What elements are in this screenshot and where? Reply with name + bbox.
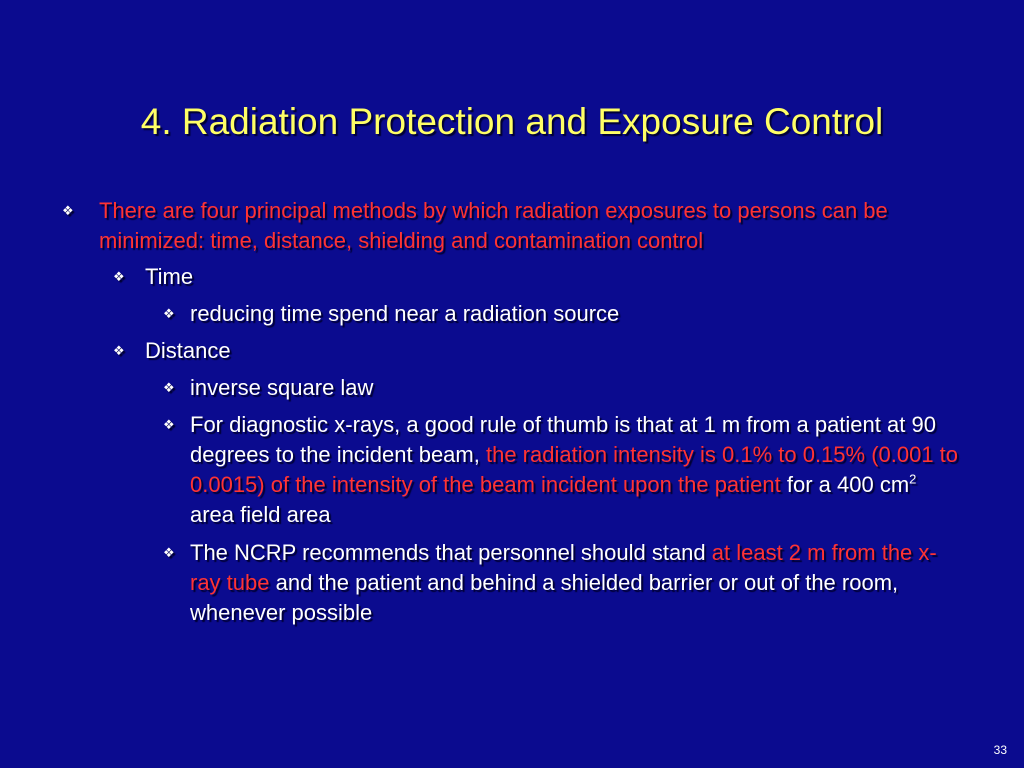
bullet-diamond-icon: ❖ xyxy=(163,380,175,395)
distance-heading: Distance xyxy=(145,338,231,363)
rule-of-thumb-bullet xyxy=(163,410,960,530)
bullet-diamond-icon: ❖ xyxy=(113,343,125,358)
rule-of-thumb-text xyxy=(190,410,960,530)
bullet-diamond-icon: ❖ xyxy=(113,269,125,284)
rule-superscript: 2 xyxy=(909,471,917,487)
time-bullet xyxy=(113,262,945,292)
ncrp-highlight: at least 2 m from the x-ray tube xyxy=(190,540,937,595)
bullet-diamond-icon: ❖ xyxy=(163,306,175,321)
rule-text-part2: for a 400 cm xyxy=(780,472,910,497)
time-item-bullet xyxy=(163,299,960,329)
ncrp-text-part2: and the patient and behind a shielded barrier or out of the room, whenever possible xyxy=(190,570,899,625)
inverse-square-bullet xyxy=(163,373,960,403)
time-item-text: reducing time spend near a radiation source xyxy=(190,301,620,326)
time-heading: Time xyxy=(145,264,194,289)
intro-bullet xyxy=(62,196,949,256)
intro-text: There are four principal methods by which radiation exposures to persons can be minimized: time, distance, shielding and contamination control xyxy=(99,198,888,253)
rule-text-part1: For diagnostic x-rays, a good rule of thumb is that at 1 m from a patient at 90 degrees to the incident beam, xyxy=(190,412,936,467)
slide-title: 4. Radiation Protection and Exposure Control xyxy=(140,101,884,142)
inverse-square-text: inverse square law xyxy=(190,375,374,400)
distance-bullet xyxy=(113,336,945,366)
rule-highlight: the radiation intensity is 0.1% to 0.15% (0.001 to 0.0015) of the intensity of the beam incident upon the patient xyxy=(190,442,959,497)
bullet-diamond-icon: ❖ xyxy=(163,545,175,560)
ncrp-bullet xyxy=(163,538,960,628)
ncrp-text xyxy=(190,538,960,628)
rule-text-part3: area field area xyxy=(190,502,331,527)
ncrp-text-part1: The NCRP recommends that personnel should stand xyxy=(190,540,712,565)
bullet-diamond-icon: ❖ xyxy=(163,417,175,432)
bullet-diamond-icon: ❖ xyxy=(62,203,74,218)
page-number: 33 xyxy=(993,743,1007,757)
